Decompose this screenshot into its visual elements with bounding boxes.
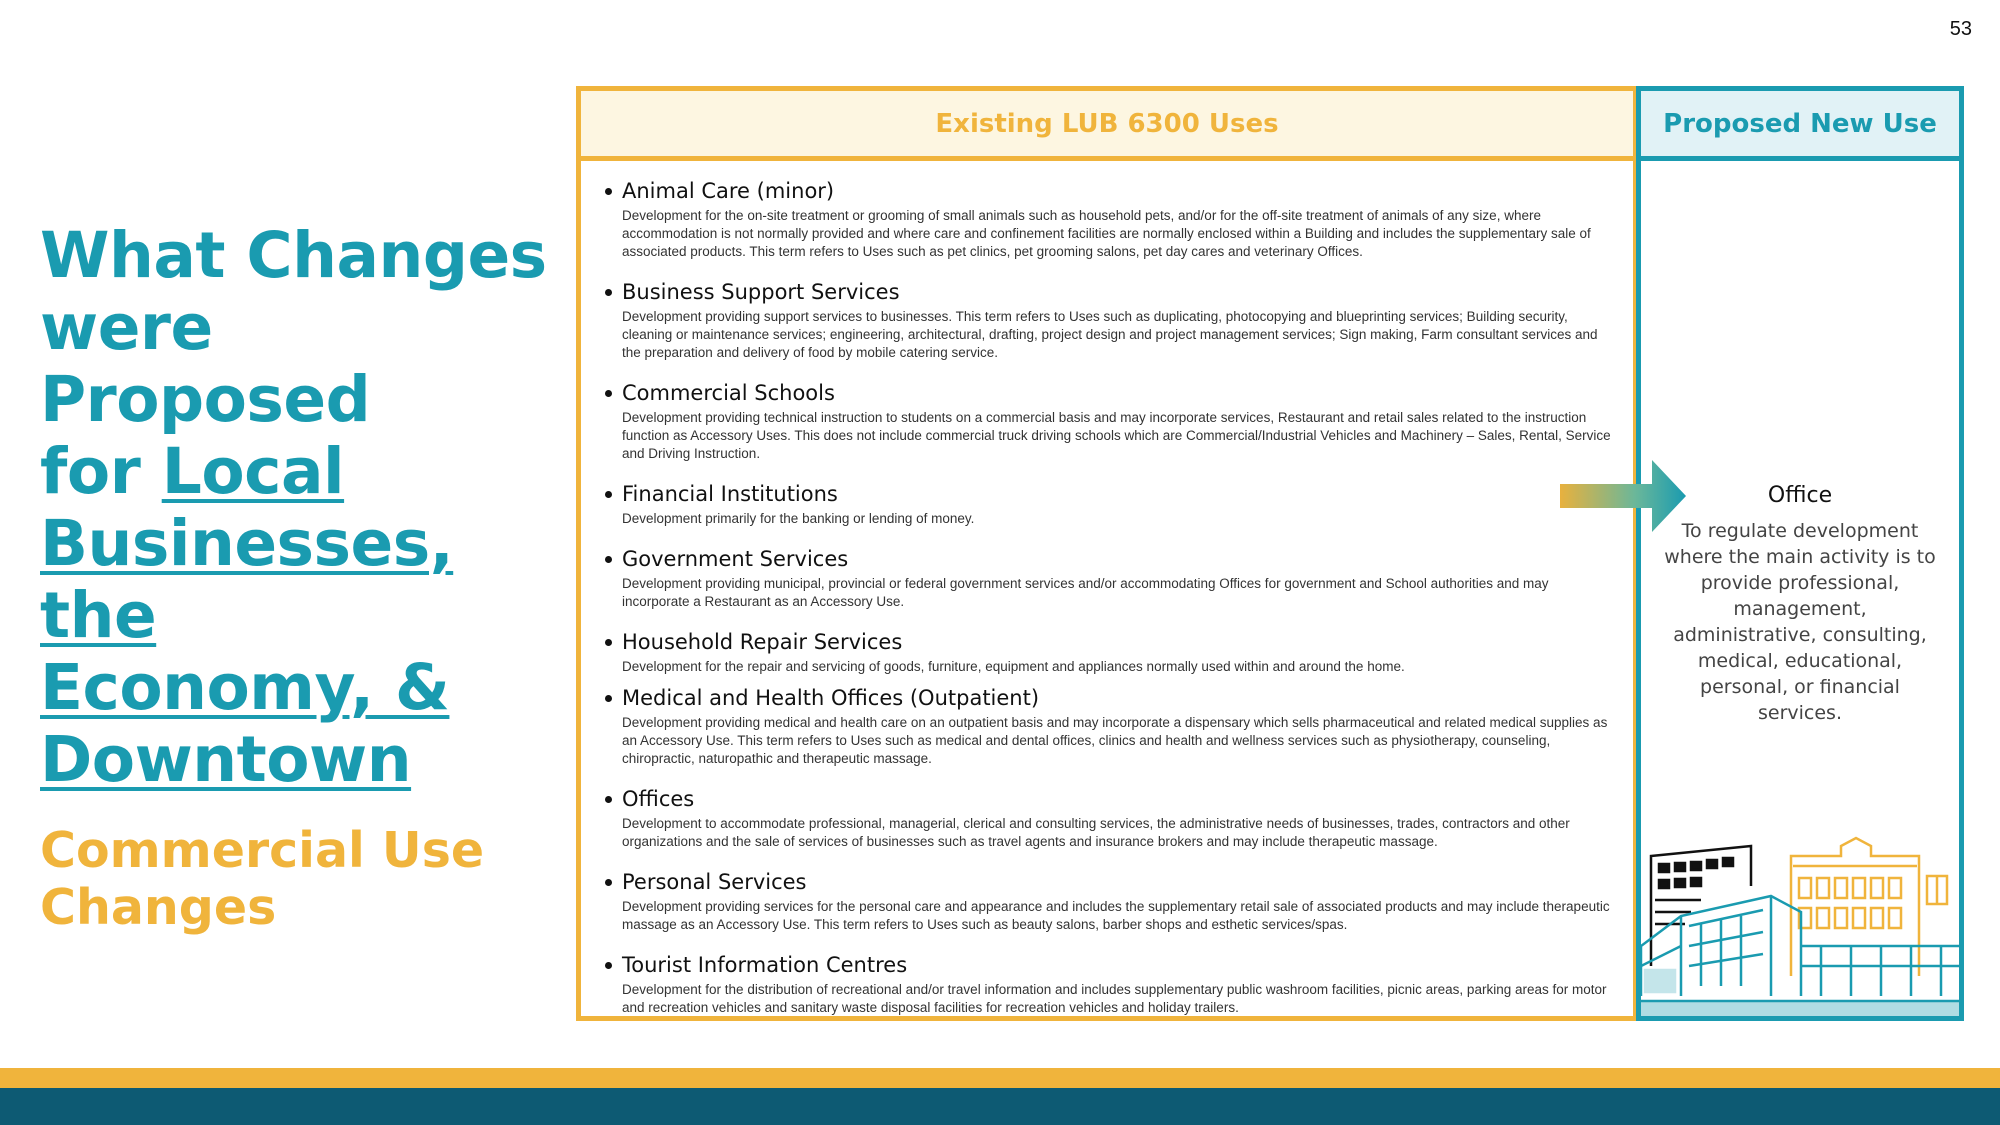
- bullet-icon: [605, 639, 612, 646]
- list-item: [605, 628, 1613, 676]
- list-item: [605, 278, 1613, 362]
- use-title: Business Support Services: [622, 280, 900, 304]
- uses-list: [581, 161, 1633, 1017]
- use-description: Development primarily for the banking or lending of money.: [622, 511, 975, 526]
- bullet-icon: [605, 796, 612, 803]
- use-description: Development for the on-site treatment or grooming of small animals such as household pets, and/or for the off-site treatment of animals of any size, where accommodation is not normally provided and where care and confinement facilities are normally enclosed within a Building and includes the supplementary sale of associated products. This term refers to Uses such as pet clinics, pet grooming salons, pet day cares and veterinary Offices.: [622, 208, 1591, 259]
- page-title: [40, 220, 560, 796]
- list-item: [605, 951, 1613, 1017]
- proposed-use-panel: [1636, 86, 1964, 1021]
- bullet-icon: [605, 289, 612, 296]
- use-title: Medical and Health Offices (Outpatient): [622, 686, 1040, 710]
- use-title: Offices: [622, 787, 695, 811]
- bullet-icon: [605, 491, 612, 498]
- proposed-use-header-label: Proposed New Use: [1663, 108, 1937, 139]
- use-description: Development providing medical and health care on an outpatient basis and may incorporate a dispensary which sells pharmaceutical and related medical supplies as an Accessory Use. This term refers to Uses such as medical and dental offices, clinics and health and wellness services such as physiotherapy, counseling, chiropractic, naturopathic and therapeutic massage.: [622, 715, 1608, 766]
- existing-uses-header-label: Existing LUB 6300 Uses: [935, 108, 1279, 139]
- list-item: [605, 545, 1613, 611]
- title-link-local[interactable]: Local: [161, 435, 345, 508]
- list-item: [605, 868, 1613, 934]
- bullet-icon: [605, 695, 612, 702]
- bullet-icon: [605, 962, 612, 969]
- use-title: Personal Services: [622, 870, 807, 894]
- bullet-icon: [605, 556, 612, 563]
- office-title: Office: [1767, 483, 1833, 508]
- use-description: Development providing services for the personal care and appearance and includes the supplementary retail sale of associated products and may include therapeutic massage as an Accessory Use. This term refers to Uses such as beauty salons, barber shops and esthetic services/spas.: [622, 899, 1610, 932]
- bullet-icon: [605, 879, 612, 886]
- use-title: Commercial Schools: [622, 381, 835, 405]
- list-item: [605, 379, 1613, 463]
- bullet-icon: [605, 188, 612, 195]
- footer-band-teal: [0, 1088, 2000, 1125]
- list-item: [605, 177, 1613, 261]
- title-link-economy[interactable]: Economy, &: [40, 651, 450, 724]
- subtitle-line-2: Changes: [40, 879, 277, 936]
- use-description: Development providing municipal, provincial or federal government services and/or accommodating Offices for government and School authorities and may incorporate a Restaurant as an Accessory Use.: [622, 576, 1549, 609]
- office-definition: [1641, 483, 1959, 726]
- existing-uses-header: [581, 91, 1633, 161]
- use-title: Household Repair Services: [622, 630, 903, 654]
- existing-uses-panel: [576, 86, 1638, 1021]
- use-title: Tourist Information Centres: [622, 953, 908, 977]
- subtitle-line-1: Commercial Use: [40, 822, 485, 879]
- page-number: 53: [1949, 18, 1972, 40]
- bullet-icon: [605, 390, 612, 397]
- arrow-right-icon: [1560, 456, 1688, 536]
- use-description: Development for the distribution of recreational and/or travel information and includes supplementary public washroom facilities, picnic areas, parking areas for motor and recreation vehicles and sanitary waste disposal facilities for recreation vehicles and holiday trailers.: [622, 982, 1607, 1015]
- title-line-1: What Changes: [40, 219, 547, 292]
- title-link-businesses[interactable]: Businesses, the: [40, 507, 454, 652]
- use-description: Development for the repair and servicing of goods, furniture, equipment and appliances normally used within and around the home.: [622, 659, 1405, 674]
- office-description: To regulate development where the main activity is to provide professional, management, administrative, consulting, medical, educational, personal, or financial services.: [1664, 520, 1936, 724]
- buildings-illustration: [1641, 816, 1959, 1016]
- title-line-2: were Proposed: [40, 291, 371, 436]
- use-description: Development providing technical instruction to students on a commercial basis and may incorporate services, Restaurant and retail sales related to the instruction function as Accessory Uses. This does not include commercial truck driving schools which are Commercial/Industrial Vehicles and Machinery – Sales, Rental, Service and Driving Instruction.: [622, 410, 1611, 461]
- subtitle: [40, 822, 560, 936]
- footer-band-yellow: [0, 1068, 2000, 1088]
- use-title: Government Services: [622, 547, 849, 571]
- list-item: [605, 785, 1613, 851]
- use-description: Development to accommodate professional, managerial, clerical and consulting services, the administrative needs of businesses, trades, contractors and other organizations and the sale of services of businesses such as travel agents and insurance brokers and may include therapeutic massage.: [622, 816, 1570, 849]
- use-title: Financial Institutions: [622, 482, 838, 506]
- use-description: Development providing support services to businesses. This term refers to Uses such as duplicating, photocopying and blueprinting services; Building security, cleaning or maintenance services; engineering, architectural, drafting, project design and project management services; Sign making, Farm consultant services and the preparation and delivery of food by mobile catering service.: [622, 309, 1598, 360]
- title-link-downtown[interactable]: Downtown: [40, 723, 412, 796]
- proposed-use-header: [1641, 91, 1959, 161]
- title-line-3-prefix: for: [40, 435, 162, 508]
- title-line-3: [40, 436, 560, 508]
- title-block: [40, 220, 560, 936]
- list-item: [605, 684, 1613, 768]
- list-item: [605, 480, 1613, 528]
- use-title: Animal Care (minor): [622, 179, 835, 203]
